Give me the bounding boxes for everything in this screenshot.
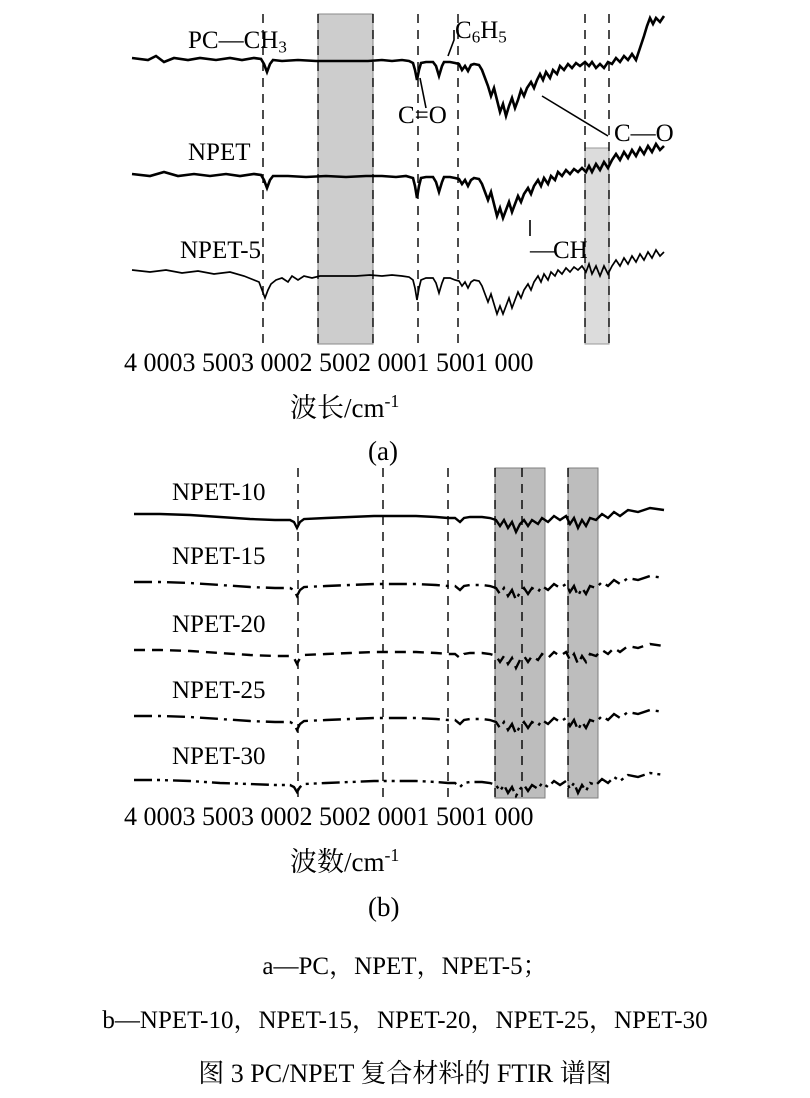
curve-label-pc-sub: 3 [278,37,287,57]
curve-label-npet20: NPET-20 [172,611,266,638]
curve-label-npet10: NPET-10 [172,479,266,506]
panel-a-x-tick-labels: 4 0003 5003 0002 5002 0001 5001 000 [124,348,534,377]
shaded-band-b-2 [568,468,598,798]
annotation-co-single: C—O [614,120,674,147]
panel-b-spectra [124,462,670,922]
guide-lines-a [263,14,609,344]
annotation-c6h5: $C_6H_5$ [455,17,507,47]
panel-a-x-axis-title: 波长$/cm^{-1}$ [290,391,400,423]
curve-label-npet25: NPET-25 [172,677,266,704]
shaded-band-a-1 [318,14,373,344]
caption-line-b: b—NPET-10，NPET-15，NPET-20，NPET-25，NPET-30 [102,1007,708,1034]
caption-line-a: a—PC，NPET，NPET-5； [262,953,548,980]
shaded-band-a-2 [585,148,609,344]
annotation-co-double: C=O [398,102,447,129]
panel-a-plot [130,8,670,378]
curve-label-pc-text: PC—CH [188,27,279,54]
curve-label-npet30: NPET-30 [172,743,266,770]
curve-label-npet: NPET [188,139,251,166]
panel-a-tag: (a) [368,436,398,466]
curve-label-pc [188,28,287,55]
figure-caption-title: 图 3 PC/NPET 复合材料的 FTIR 谱图 [198,1059,612,1088]
shaded-band-b-1 [495,468,545,798]
panel-b-x-tick-labels: 4 0003 5003 0002 5002 0001 5001 000 [124,802,534,831]
panel-b-tag: (b) [368,892,400,922]
annotation-ch: —CH [530,237,588,264]
panel-a-spectra [124,8,674,466]
panel-b-x-axis-title: 波数$/cm^{-1}$ [290,845,400,877]
curve-label-npet5: NPET-5 [180,237,262,264]
curve-label-npet15: NPET-15 [172,543,266,570]
